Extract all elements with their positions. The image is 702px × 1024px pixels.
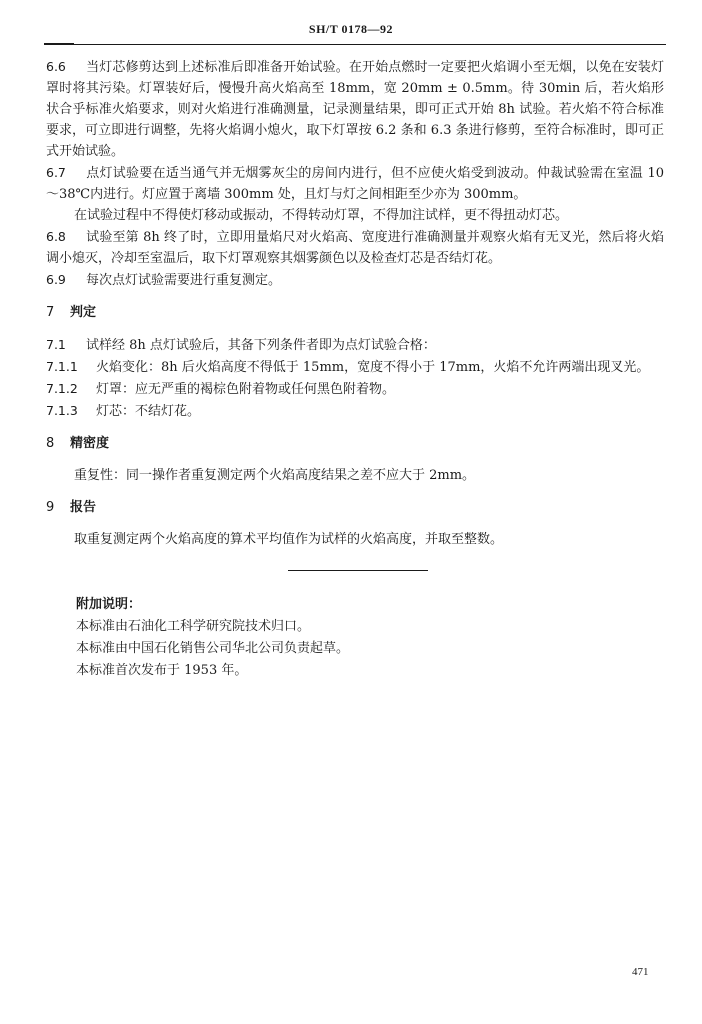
clause-number: 6.7 [46,165,66,180]
header-rule [44,44,666,45]
clause-7-1-2 [46,378,664,400]
clause-text: 灯芯：不结灯花。 [96,404,201,419]
end-of-text-rule [288,570,428,571]
clause-6-7 [46,162,664,205]
notes-line: 本标准由石油化工科学研究院技术归口。 [76,619,311,634]
clause-number: 7.1 [46,337,66,352]
clause-6-6 [46,56,664,162]
clause-text: 火焰变化：8h 后火焰高度不得低于 15mm，宽度不得小于 17mm，火焰不允许两端出现叉光。 [96,360,650,375]
standard-code-header: SH/T 0178—92 [308,22,394,36]
clause-number: 7.1.2 [46,381,78,396]
clause-number: 6.8 [46,229,66,244]
clause-number: 6.6 [46,59,66,74]
clause-text: 当灯芯修剪达到上述标准后即准备开始试验。在开始点燃时一定要把火焰调小至无烟，以免在安装灯罩时将其污染。灯罩装好后，慢慢升高火焰高至 18mm，宽 20mm ± 0.5mm。待 30min 后，若火焰形状合乎标准火焰要求，则对火焰进行准确测量，记录测量结果，即可正式开始 8h 试验。若火焰不符合标准要求，可立即进行调整，先将火焰调小熄火，取下灯罩按 6.2 条和 6.3 条进行修剪，至符合标准时，即可正式开始试验。 [46,60,664,159]
section-8-heading [46,433,664,454]
notes-line: 本标准由中国石化销售公司华北公司负责起草。 [76,641,350,656]
section-9-heading [46,497,664,518]
clause-number: 7.1.1 [46,359,78,374]
clause-text: 每次点灯试验需要进行重复测定。 [86,273,282,288]
clause-6-7-continuation: 在试验过程中不得使灯移动或振动，不得转动灯罩，不得加注试样，更不得扭动灯芯。 [74,208,569,223]
notes-title: 附加说明： [76,597,142,612]
section-number: 9 [46,500,55,515]
document-body [46,56,664,550]
clause-text: 试验至第 8h 终了时，立即用量焰尺对火焰高、宽度进行准确测量并观察火焰有无叉光，然后将火焰调小熄灭，冷却至室温后，取下灯罩观察其烟雾颜色以及检查灯芯是否结灯花。 [46,230,664,266]
section-number: 7 [46,305,55,320]
clause-7-1-3 [46,400,664,422]
clause-6-9 [46,269,664,291]
report-statement: 取重复测定两个火焰高度的算术平均值作为试样的火焰高度，并取至整数。 [74,532,504,547]
notes-line: 本标准首次发布于 1953 年。 [76,663,248,678]
section-number: 8 [46,436,55,451]
clause-text: 灯罩：应无严重的褐棕色附着物或任何黑色附着物。 [96,382,396,397]
clause-number: 6.9 [46,272,66,287]
section-7-heading [46,302,664,323]
clause-7-1-1 [46,356,664,378]
clause-6-8 [46,226,664,269]
section-title: 报告 [70,500,97,515]
page-number: 471 [632,966,649,978]
section-title: 精密度 [70,436,110,451]
clause-number: 7.1.3 [46,403,78,418]
clause-text: 点灯试验要在适当通气并无烟雾灰尘的房间内进行，但不应使火焰受到波动。仲裁试验需在室温 10～38℃内进行。灯应置于离墙 300mm 处，且灯与灯之间相距至少亦为 300mm。 [46,166,664,202]
clause-text: 试样经 8h 点灯试验后，其备下列条件者即为点灯试验合格： [86,338,436,353]
additional-notes [76,594,656,682]
clause-7-1 [46,334,664,356]
precision-statement: 重复性：同一操作者重复测定两个火焰高度结果之差不应大于 2mm。 [74,468,476,483]
header-rule-accent [44,43,74,45]
section-title: 判定 [70,305,97,320]
